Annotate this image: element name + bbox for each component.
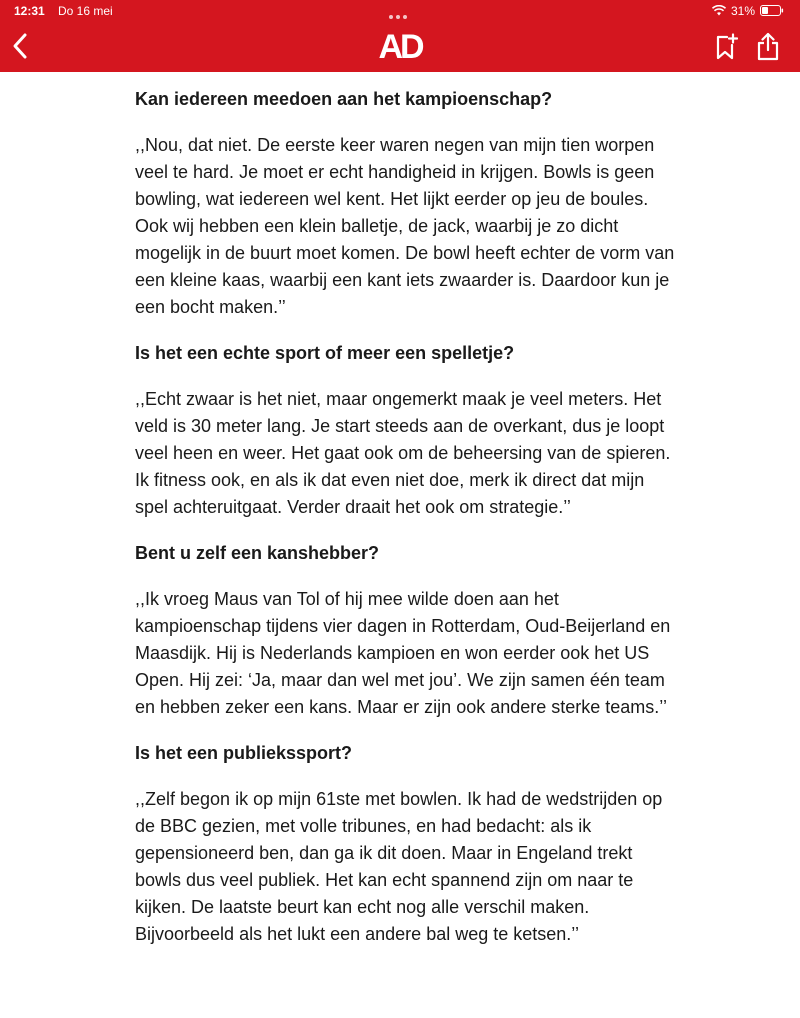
svg-text:AD: AD: [378, 28, 422, 64]
interview-question: Kan iedereen meedoen aan het kampioenschap?: [135, 89, 553, 109]
ad-logo[interactable]: [374, 28, 426, 64]
interview-answer: ,,Ik vroeg Maus van Tol of hij mee wilde doen aan het kampioenschap tijdens vier dagen in Rotterdam, Oud-Beijerland en Maasdijk. Hij is Nederlands kampioen en won eerder ook het US Open. Hij zei: ‘Ja, maar dan wel met jou’. We zijn samen één team en hebben zeker een kans. Maar er zijn ook andere sterke teams.’’: [135, 589, 671, 717]
article-body: [135, 86, 680, 967]
interview-question: Is het een publiekssport?: [135, 743, 353, 763]
interview-answer: ,,Nou, dat niet. De eerste keer waren negen van mijn tien worpen veel te hard. Je moet er echt handigheid in krijgen. Bowls is geen bowling, wat iedereen wel kent. Het lijkt eerder op jeu de boules. Ook wij hebben een klein balletje, de jack, waarbij je zo dicht mogelijk in de buurt moet komen. De bowl heeft echter de vorm van een kleine kaas, waarbij een kant iets zwaarder is. Daardoor kun je een bocht maken.’’: [135, 135, 675, 317]
interview-answer: ,,Echt zwaar is het niet, maar ongemerkt maak je veel meters. Het veld is 30 meter lang. Je start steeds aan de overkant, dus je loopt veel heen en weer. Het gaat ook om de beheersing van de spieren. Ik fitness ook, en als ik dat even niet doe, merk ik direct dat mijn spel achteruitgaat. Verder draait het ook om strategie.’’: [135, 389, 671, 517]
back-icon[interactable]: [8, 30, 32, 62]
status-date: Do 16 mei: [58, 4, 113, 18]
share-icon[interactable]: [756, 31, 780, 61]
battery-percentage: 31%: [731, 4, 756, 18]
status-time: 12:31: [14, 4, 45, 18]
interview-question: Is het een echte sport of meer een spelletje?: [135, 343, 515, 363]
interview-answer: ,,Zelf begon ik op mijn 61ste met bowlen. Ik had de wedstrijden op de BBC gezien, met volle tribunes, en had bedacht: als ik gepensioneerd ben, dan ga ik dit doen. Maar in Engeland trekt bowls dus veel publiek. Het kan echt spannend zijn om naar te kijken. De laatste beurt kan echt nog alle verschil maken. Bijvoorbeeld als het lukt een andere bal weg te ketsen.’’: [135, 789, 663, 944]
multitasking-dots-icon[interactable]: [389, 6, 411, 12]
battery-icon: [760, 5, 784, 16]
bookmark-add-icon[interactable]: [714, 33, 738, 61]
interview-question: Bent u zelf een kanshebber?: [135, 543, 380, 563]
wifi-icon: [712, 5, 726, 16]
app-header: [0, 0, 800, 72]
